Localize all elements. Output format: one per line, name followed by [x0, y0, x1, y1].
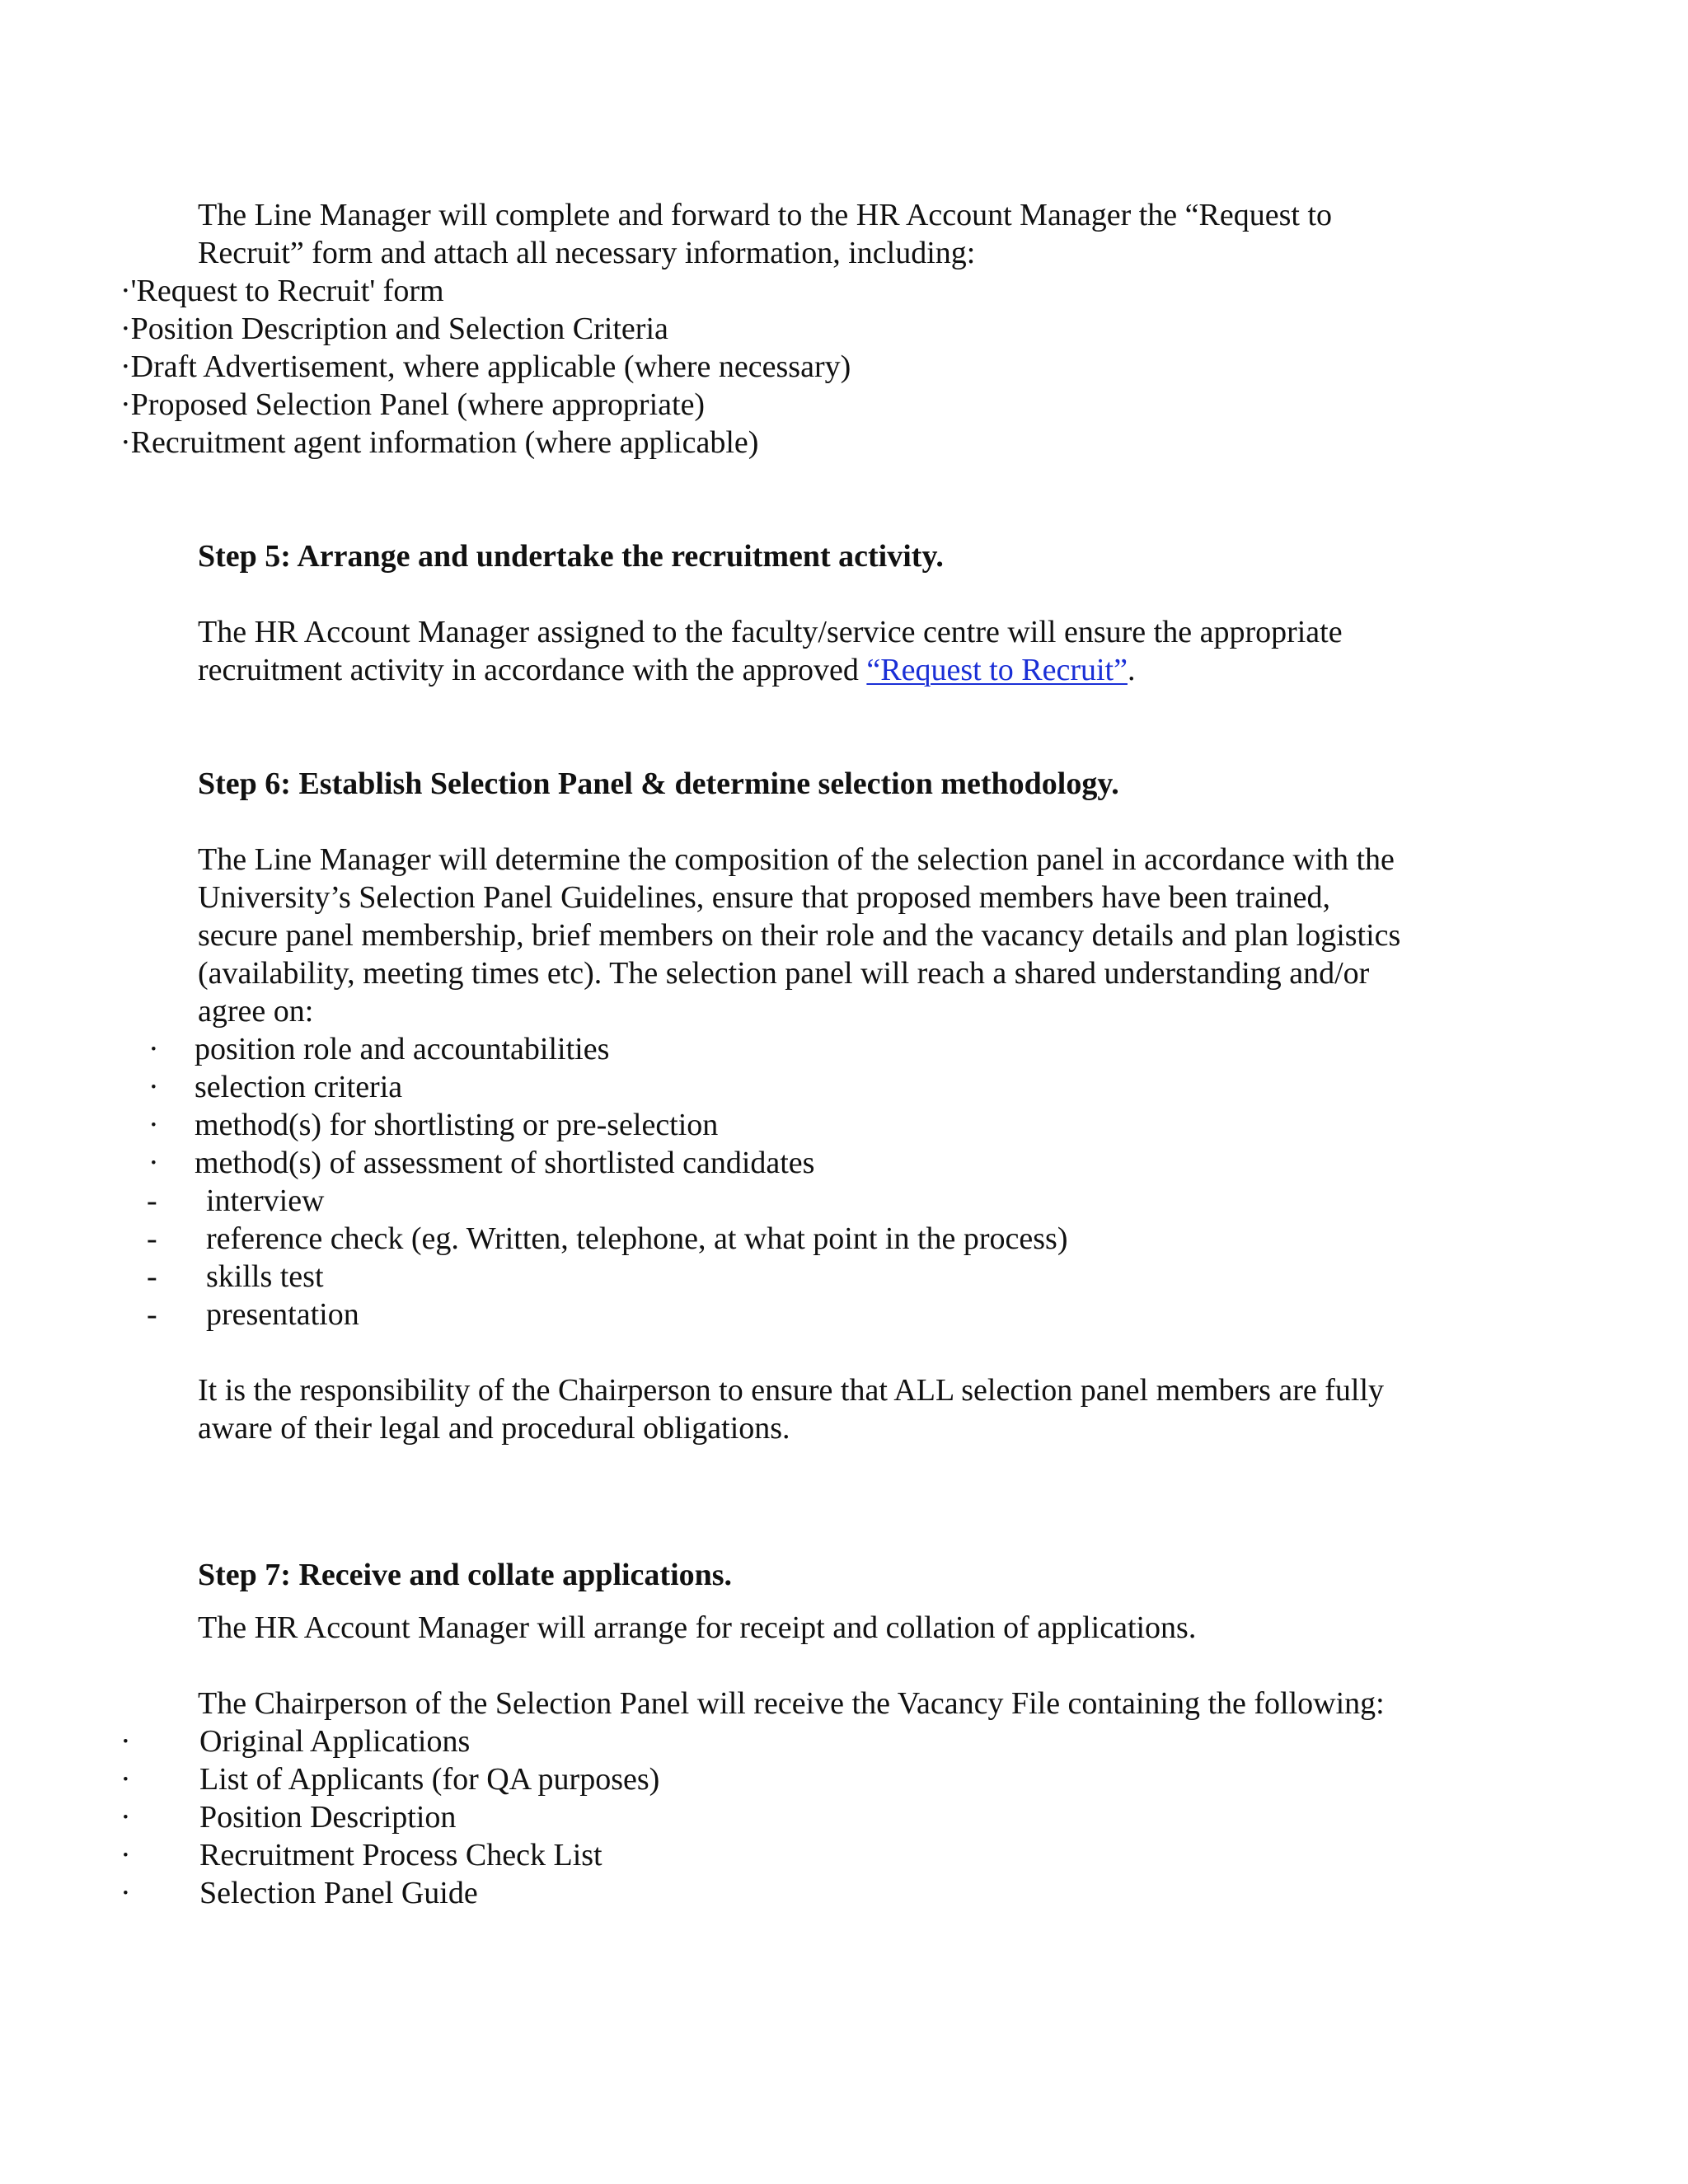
step6-paragraph-line: The Line Manager will determine the composition of the selection panel in accordance with the	[198, 842, 1395, 877]
step5-heading: Step 5: Arrange and undertake the recruitment activity.	[198, 539, 944, 574]
intro-list-item: ·Recruitment agent information (where applicable)	[120, 425, 759, 460]
step7-line-2: The Chairperson of the Selection Panel will receive the Vacancy File containing the following:	[198, 1686, 1385, 1721]
step7-list-item: Recruitment Process Check List	[199, 1838, 603, 1872]
step6-dash-item: reference check (eg. Written, telephone, at what point in the process)	[206, 1221, 1068, 1256]
step7-heading: Step 7: Receive and collate applications.	[198, 1558, 733, 1592]
step7-list-item: Position Description	[199, 1800, 457, 1835]
bullet-dash: -	[147, 1259, 157, 1294]
step6-paragraph-line: University’s Selection Panel Guidelines, ensure that proposed members have been trained,	[198, 880, 1330, 915]
step7-list-item: Original Applications	[199, 1724, 471, 1759]
bullet-dot: ·	[120, 1762, 131, 1797]
intro-list-item: ·Draft Advertisement, where applicable (where necessary)	[120, 349, 851, 384]
bullet-dash: -	[147, 1221, 157, 1256]
step6-closing-line: aware of their legal and procedural obligations.	[198, 1411, 790, 1446]
bullet-dot: ·	[120, 1800, 131, 1835]
bullet-dash: -	[147, 1183, 157, 1218]
step5-line-2-prefix: recruitment activity in accordance with the approved	[198, 653, 867, 687]
step7-list-item: List of Applicants (for QA purposes)	[199, 1762, 660, 1797]
step6-dot-item: method(s) for shortlisting or pre-selection	[195, 1108, 719, 1142]
step6-dash-item: presentation	[206, 1297, 359, 1332]
intro-line-1: The Line Manager will complete and forward to the HR Account Manager the “Request to	[198, 198, 1332, 232]
bullet-dot: ·	[148, 1108, 159, 1142]
step6-paragraph-line: agree on:	[198, 994, 314, 1029]
bullet-dash: -	[147, 1297, 157, 1332]
request-to-recruit-link[interactable]: “Request to Recruit”	[866, 653, 1128, 687]
step6-dot-item: method(s) of assessment of shortlisted candidates	[195, 1146, 815, 1180]
step6-closing-line: It is the responsibility of the Chairperson to ensure that ALL selection panel members are fully	[198, 1373, 1385, 1408]
step5-line-2	[198, 651, 1135, 689]
intro-line-2: Recruit” form and attach all necessary information, including:	[198, 236, 976, 270]
step6-dot-item: selection criteria	[195, 1070, 403, 1104]
step6-heading: Step 6: Establish Selection Panel & determine selection methodology.	[198, 766, 1119, 801]
intro-list-item: ·'Request to Recruit' form	[120, 274, 444, 308]
step5-line-2-suffix: .	[1127, 653, 1136, 687]
step6-paragraph-line: secure panel membership, brief members on their role and the vacancy details and plan logistics	[198, 918, 1401, 953]
step5-line-1: The HR Account Manager assigned to the faculty/service centre will ensure the appropriate	[198, 615, 1343, 649]
step6-dot-item: position role and accountabilities	[195, 1032, 610, 1066]
bullet-dot: ·	[120, 1838, 131, 1872]
step7-list-item: Selection Panel Guide	[199, 1876, 478, 1910]
bullet-dot: ·	[148, 1146, 159, 1180]
step6-dash-item: interview	[206, 1183, 325, 1218]
intro-list-item: ·Proposed Selection Panel (where appropriate)	[120, 387, 706, 422]
step6-dash-item: skills test	[206, 1259, 324, 1294]
intro-list-item: ·Position Description and Selection Criteria	[120, 312, 668, 346]
step6-paragraph-line: (availability, meeting times etc). The selection panel will reach a shared understanding and/or	[198, 956, 1370, 991]
bullet-dot: ·	[120, 1724, 131, 1759]
bullet-dot: ·	[148, 1070, 159, 1104]
step7-line-1: The HR Account Manager will arrange for receipt and collation of applications.	[198, 1610, 1197, 1645]
bullet-dot: ·	[148, 1032, 159, 1066]
bullet-dot: ·	[120, 1876, 131, 1910]
